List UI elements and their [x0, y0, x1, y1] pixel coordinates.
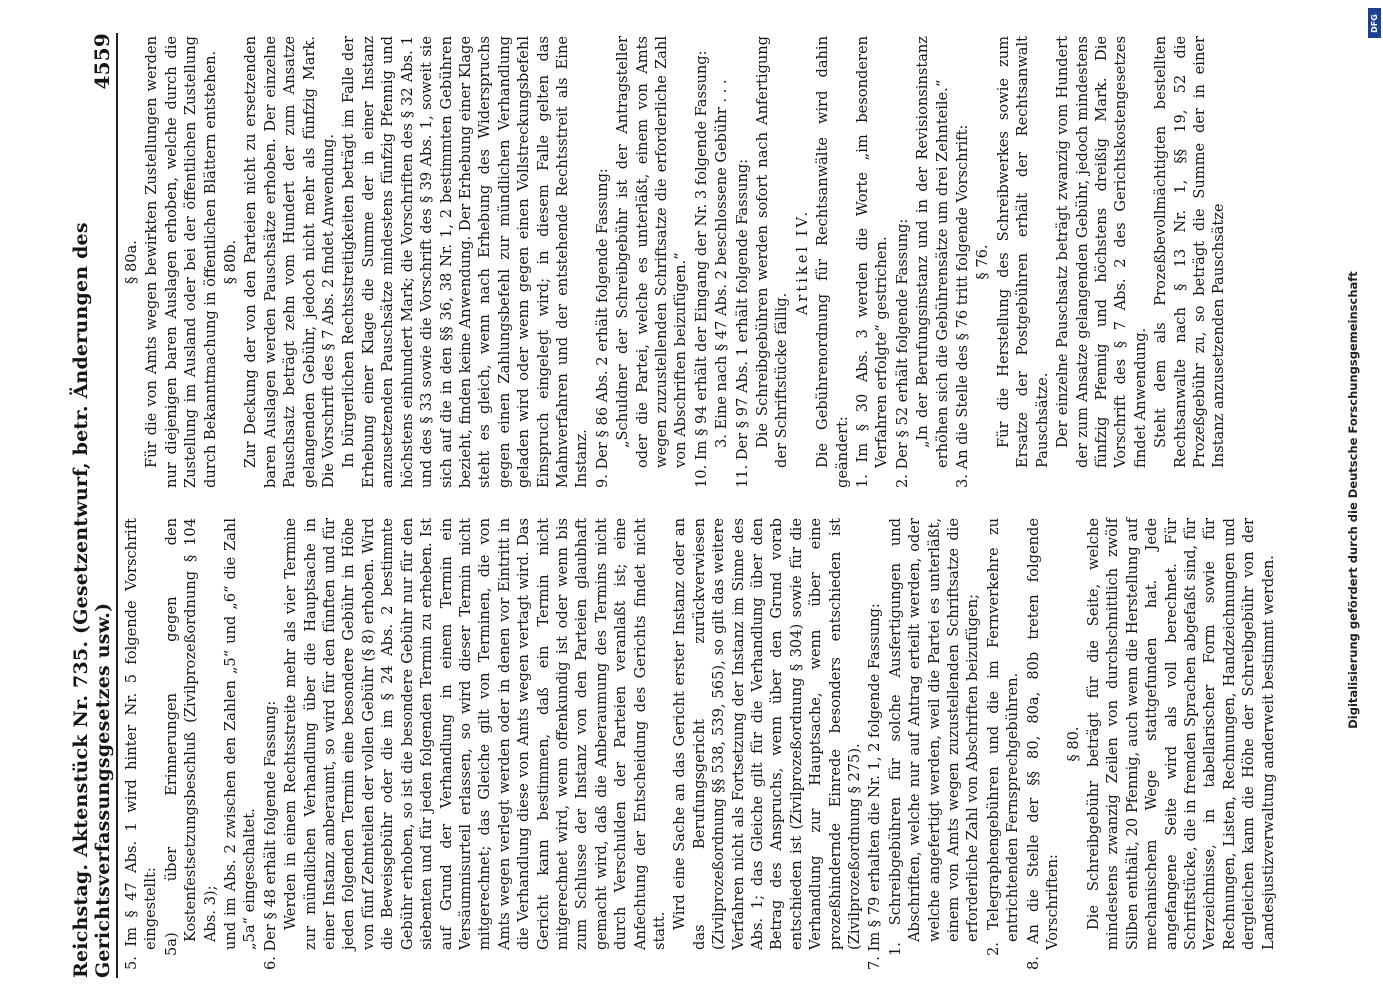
item-9: 9. Der § 86 Abs. 2 erhält folgende Fassung:: [593, 168, 611, 488]
item-6: 6. Der § 48 erhält folgende Fassung:: [261, 700, 279, 970]
item-7-1: 1. Schreibgebühren für solche Ausfertigungen und Abschriften, welche nur auf Antrag erteilt werden, oder welche angefertigt werden, weil die Partei es unterläßt, einem von Amts wegen zuzustellenden Schriftsatze die erforderliche Zahl von Abschriften beizufügen;: [886, 518, 982, 956]
digitization-note: [1342, 60, 1364, 940]
rotated-page: [70, 0, 1350, 1000]
item-6-text-1: Werden in einem Rechtsstreite mehr als vier Termine zur mündlichen Verhandlung über die Hauptsache in einer Instanz anberaumt, so wird für den fünften und für jeden folgenden Termin eine besondere Gebühr in Höhe von fünf Zehnteilen der vollen Gebühr (§ 8) erhoben. Wird die Beweisgebühr oder die im § 24 Abs. 2 bestimmte Gebühr erhoben, so ist die besondere Gebühr nur für den siebenten und für jeden folgenden Termin zu erheben. Ist auf Grund der Verhandlung in einem Termin ein Versäumnisurteil erlassen, so wird dieser Termin nicht mitgerechnet; das Gleiche gilt von Terminen, die von Amts wegen verlegt werden oder in denen vor Eintritt in die Verhandlung diese von Amts wegen vertagt wird. Das Gericht kann bestimmen, daß ein Termin nicht mitgerechnet wird, wenn offenkundig ist oder wenn bis zum Schlusse der Instanz von den Parteien glaubhaft gemacht wird, daß die Anberaumung des Termins nicht durch Verschulden der Parteien veranlaßt ist; eine Anfechtung der Entscheidung des Gerichts findet nicht statt.: [282, 518, 668, 950]
article-heading: Artikel IV.: [793, 208, 811, 316]
article-item-2: 2. Der § 52 erhält folgende Fassung:: [893, 218, 911, 488]
item-6-text-2: Wird eine Sache an das Gericht erster Instanz oder an das Berufungsgericht zurückverwiesen (Zivilprozeßordnung §§ 538, 539, 565), so gilt das weitere Verfahren nicht als Fortsetzung der Instanz im Sinne des Abs. 1; das Gleiche gilt für die Verhandlung über den Betrag des Anspruchs, wenn über den Grund vorab entschieden ist (Zivilprozeßordnung § 304) sowie für die Verhandlung zur Hauptsache, wenn über eine prozeßhindernde Einrede besonders entschieden ist (Zivilprozeßordnung § 275).: [671, 518, 864, 950]
item-10-text: 3. Eine nach § 47 Abs. 2 beschlossene Gebühr . . .: [713, 79, 731, 448]
section-80-text: Die Schreibgebühr beträgt für die Seite, welche mindestens zwanzig Zeilen von durchschnittlich zwölf Silben enthält, 20 Pfennig, auch wenn die Herstellung auf mechanischem Wege stattgefunden hat. Jede angefangene Seite wird als voll berechnet. Für Schriftstücke, die in fremden Sprachen abgefaßt sind, für Verzeichnisse, in tabellarischer Form sowie für Rechnungen, Listen, Rechnungen, Handzeichnungen und dergleichen kann die Höhe der Schreibgebühr von der Landesjustizverwaltung anderweit bestimmt werden.: [1084, 518, 1277, 950]
item-9-text: „Schuldner der Schreibgebühr ist der Antragsteller oder die Partei, welche es unterläßt, einem von Amts wegen zuzustellenden Schriftsatze die erforderliche Zahl von Abschriften beizufügen.“: [614, 36, 690, 468]
right-column: [122, 36, 1228, 488]
article-item-2-text: „In der Berufungsinstanz und in der Revisionsinstanz erhöhen sich die Gebührensätze um drei Zehnteile.“: [914, 36, 951, 468]
page-title: Reichstag. Aktenstück Nr. 735. (Gesetzentwurf, betr. Änderungen des Gerichtsverfassungsgesetzes usw.): [70, 222, 114, 978]
digitization-note-text: Digitalisierung gefördert durch die Deutsche Forschungsgemeinschaft: [1346, 271, 1360, 729]
page-number: 4559: [90, 33, 114, 90]
section-76-text-2: Der einzelne Pauschsatz beträgt zwanzig vom Hundert der zum Ansatze gelangenden Gebühr, jedoch mindestens fünfzig Pfennig und höchstens dreißig Mark. Die Vorschrift des § 7 Abs. 2 des Gerichtskostengesetzes findet Anwendung.: [1054, 36, 1149, 468]
section-80b-text-2: In bürgerlichen Rechtsstreitigkeiten beträgt im Falle der Erhebung einer Klage die Summe der in einer Instanz anzusetzenden Pauschsätze mindestens fünfzig Pfennig und höchstens einhundert Mark; die Vorschriften des § 32 Abs. 1 und des § 33 sowie die Vorschrift des § 39 Abs. 1, soweit sie sich auf die in den §§ 36, 38 Nr. 1, 2 bestimmten Gebühren bezieht, finden keine Anwendung. Der Erhebung einer Klage steht es gleich, wenn nach Erhebung des Widerspruchs gegen einen Zahlungsbefehl zur mündlichen Verhandlung geladen wird oder wenn gegen einen Vollstreckungsbefehl Einspruch eingelegt wird; in diesem Falle gelten das Mahnverfahren und der entstehende Rechtsstreit als Eine Instanz.: [340, 36, 591, 488]
article-intro: Die Gebührenordnung für Rechtsanwälte wird dahin geändert:: [814, 36, 851, 488]
item-5-note: und im Abs. 2 zwischen den Zahlen „5“ und „6“ die Zahl „5a“ eingeschaltet.: [222, 518, 259, 950]
page-header: [70, 33, 118, 978]
item-7-2: 2. Telegraphengebühren und die im Fernverkehre zu entrichtenden Fernsprechgebühren.: [984, 518, 1022, 956]
left-column: [122, 518, 1277, 970]
section-80b-heading: § 80b.: [222, 239, 240, 285]
item-11: 11. Der § 97 Abs. 1 erhält folgende Fassung:: [733, 158, 751, 488]
section-80-heading: § 80.: [1064, 726, 1082, 762]
section-76-text-3: Steht dem als Prozeßbevollmächtigten bestellten Rechtsanwalte nach § 13 Nr. 1, §§ 19, 52 die Prozeßgebühr zu, so beträgt die Summe der in einer Instanz anzusetzenden Pauschsätze: [1152, 36, 1228, 468]
article-item-1: 1. Im § 30 Abs. 3 werden die Worte „im besonderen Verfahren erfolgte“ gestrichen.: [854, 36, 891, 488]
section-80a-text: Für die von Amts wegen bewirkten Zustellungen werden nur diejenigen baren Auslagen erhoben, welche durch die Zustellung im Ausland oder bei der öffentlichen Zustellung durch Bekanntmachung in öffentlichen Blättern entstehen.: [143, 36, 219, 488]
article-item-3: 3. An die Stelle des § 76 tritt folgende Vorschrift:: [954, 124, 972, 488]
section-80b-text-1: Zur Deckung der von den Parteien nicht zu ersetzenden baren Auslagen werden Pauschsätze erhoben. Der einzelne Pauschsatz beträgt zehn vom Hundert der zum Ansatze gelangenden Gebühr, jedoch nicht mehr als fünfzig Mark. Die Vorschrift des § 7 Abs. 2 findet Anwendung.: [242, 36, 338, 488]
item-10: 10. Im § 94 erhält der Eingang der Nr. 3 folgende Fassung:: [692, 50, 710, 488]
item-8: 8. An die Stelle der §§ 80, 80a, 80b treten folgende Vorschriften:: [1024, 518, 1062, 970]
dfg-logo-text: DFG: [1370, 13, 1380, 33]
section-80a-heading: § 80a.: [123, 240, 140, 284]
section-76-heading: § 76.: [974, 244, 992, 280]
dfg-logo: [1368, 8, 1381, 38]
item-7: 7. Im § 79 erhalten die Nr. 1, 2 folgende Fassung:: [866, 603, 884, 970]
item-5: 5. Im § 47 Abs. 1 wird hinter Nr. 5 folgende Vorschrift eingestellt:: [123, 518, 160, 970]
section-76-text-1: Für die Herstellung des Schreibwerkes sowie zum Ersatze der Postgebühren erhält der Rechtsanwalt Pauschsätze.: [994, 36, 1051, 468]
item-11-text: Die Schreibgebühren werden sofort nach Anfertigung der Schriftstücke fällig.: [754, 36, 791, 468]
item-5a: 5a) über Erinnerungen gegen den Kostenfestsetzungsbeschluß (Zivilprozeßordnung § 104 Abs. 3);: [162, 518, 219, 956]
